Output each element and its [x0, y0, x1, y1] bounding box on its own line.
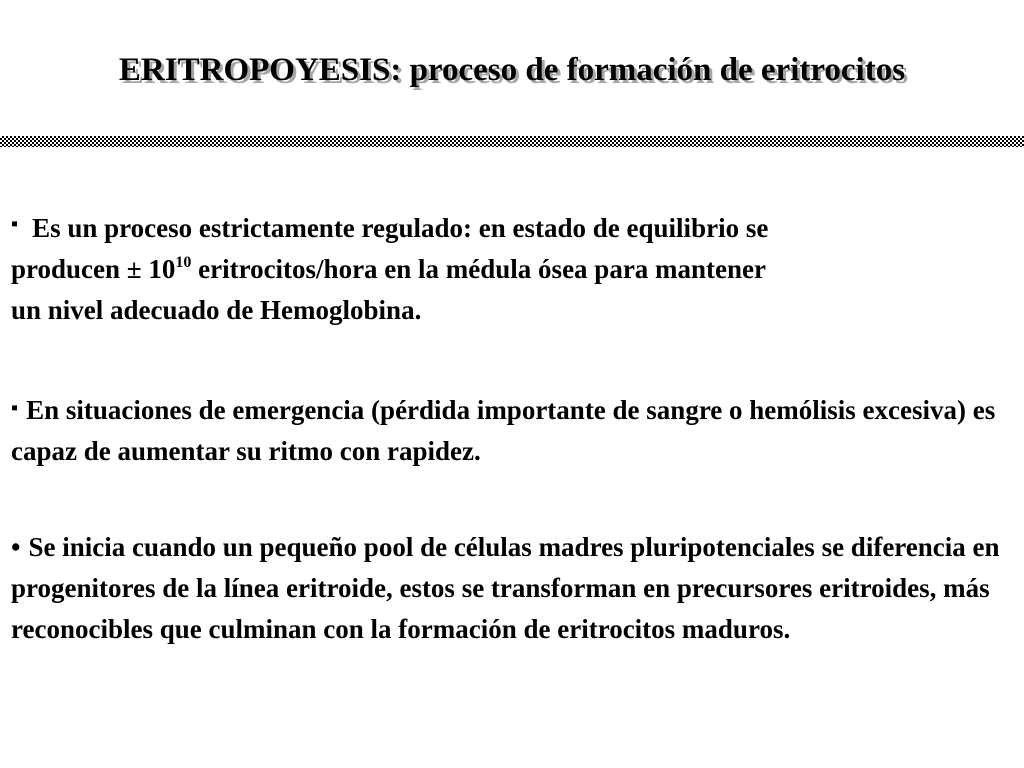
square-bullet-icon: ▪ — [11, 397, 19, 419]
exponent: 10 — [175, 254, 192, 271]
dot-bullet-icon: • — [11, 532, 21, 562]
checkered-divider — [0, 136, 1024, 147]
bullet-text: Se inicia cuando un pequeño pool de células madres pluripotenciales se diferencia en progenitores de la línea eritroide, estos se transforman en precursores eritroides, más reconocibles que culminan con la formación de eritrocitos maduros. — [11, 532, 1000, 644]
bullet-text-line: Es un proceso estrictamente regulado: en estado de equilibrio se — [32, 213, 769, 243]
bullet-paragraph-origin — [11, 527, 1016, 650]
bullet-text-after-exponent: eritrocitos/hora en la médula ósea para mantener — [191, 254, 767, 284]
bullet-text-line: un nivel adecuado de Hemoglobina. — [11, 295, 422, 325]
bullet-text: En situaciones de emergencia (pérdida importante de sangre o hemólisis excesiva) es capaz de aumentar su ritmo con rapidez. — [11, 395, 996, 466]
square-bullet-icon: ▪ — [11, 213, 19, 235]
bullet-paragraph-regulation — [11, 204, 1016, 331]
bullet-paragraph-emergency — [11, 388, 1016, 472]
slide-title: ERITROPOYESIS: proceso de formación de eritrocitos — [118, 52, 906, 88]
bullet-text-before-exponent: producen ± 10 — [11, 254, 176, 284]
